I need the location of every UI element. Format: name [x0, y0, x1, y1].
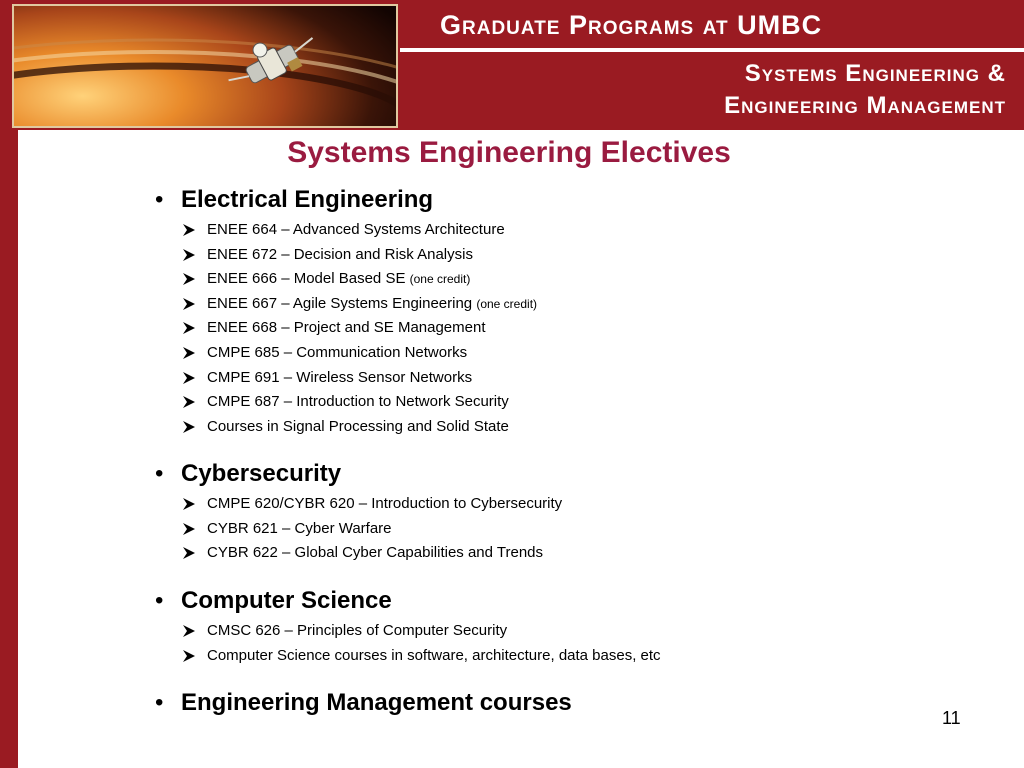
- list-item: [18, 416, 1018, 441]
- list-item-text: CYBR 622 – Global Cyber Capabilities and Trends: [207, 544, 544, 562]
- arrowhead-bullet-icon: [182, 546, 196, 560]
- list-item: [18, 268, 1018, 293]
- header-divider: [400, 48, 1024, 52]
- section-electrical-engineering: [18, 183, 1018, 440]
- section-label: Electrical Engineering: [181, 186, 434, 213]
- section-heading: [18, 584, 1018, 620]
- header-title: Graduate Programs at UMBC: [440, 10, 823, 40]
- header-banner: [0, 0, 1024, 130]
- section-heading: [18, 183, 1018, 219]
- section-cybersecurity: [18, 457, 1018, 567]
- list-item: [18, 219, 1018, 244]
- list-item: [18, 317, 1018, 342]
- list-item-text: ENEE 668 – Project and SE Management: [207, 319, 486, 337]
- arrowhead-bullet-icon: [182, 395, 196, 409]
- page-number: 11: [942, 708, 961, 728]
- section-computer-science: [18, 584, 1018, 669]
- list-item-text: ENEE 664 – Advanced Systems Architecture: [207, 221, 505, 238]
- list-item-text: Computer Science courses in software, architecture, data bases, etc: [207, 646, 661, 664]
- arrowhead-bullet-icon: [182, 497, 196, 511]
- list-item-text: CYBR 621 – Cyber Warfare: [207, 519, 392, 537]
- arrowhead-bullet-icon: [182, 248, 196, 262]
- list-item: [18, 620, 1018, 645]
- header-subtitle-line2: Engineering Management: [724, 92, 1006, 119]
- list-item: [18, 367, 1018, 392]
- list-item-text: CMPE 691 – Wireless Sensor Networks: [207, 368, 473, 386]
- arrowhead-bullet-icon: [182, 223, 196, 237]
- section-label: Computer Science: [181, 587, 392, 614]
- header-subtitle-line1: Systems Engineering &: [744, 60, 1006, 87]
- section-label: Cybersecurity: [181, 460, 342, 487]
- arrowhead-bullet-icon: [182, 297, 196, 311]
- list-item-text: CMPE 685 – Communication Networks: [207, 343, 468, 361]
- arrowhead-bullet-icon: [182, 522, 196, 536]
- arrowhead-bullet-icon: [182, 649, 196, 663]
- list-item-text: CMPE 620/CYBR 620 – Introduction to Cybersecurity: [207, 495, 563, 512]
- bullet-dot-icon: •: [155, 460, 164, 487]
- slide-title-text: Systems Engineering Electives: [287, 136, 731, 169]
- list-item: [18, 645, 1018, 670]
- section-heading: [18, 457, 1018, 493]
- list-item: [18, 493, 1018, 518]
- bullet-dot-icon: •: [155, 186, 164, 213]
- section-label: Engineering Management courses: [181, 689, 572, 716]
- bullet-dot-icon: •: [155, 587, 164, 614]
- saturn-spacecraft-image: [12, 4, 398, 128]
- list-item-text: ENEE 666 – Model Based SE: [207, 270, 406, 288]
- list-item-text: CMSC 626 – Principles of Computer Security: [207, 622, 508, 639]
- list-item: [18, 391, 1018, 416]
- arrowhead-bullet-icon: [182, 624, 196, 638]
- list-item-text: Courses in Signal Processing and Solid State: [207, 417, 509, 435]
- arrowhead-bullet-icon: [182, 272, 196, 286]
- arrowhead-bullet-icon: [182, 420, 196, 434]
- credit-note: (one credit): [409, 272, 471, 287]
- arrowhead-bullet-icon: [182, 371, 196, 385]
- list-item: [18, 342, 1018, 367]
- slide-content: [18, 130, 1024, 768]
- section-heading: [18, 686, 1018, 722]
- arrowhead-bullet-icon: [182, 346, 196, 360]
- credit-note: (one credit): [476, 296, 538, 311]
- slide-title: [18, 136, 1024, 170]
- list-item: [18, 293, 1018, 318]
- bullet-dot-icon: •: [155, 689, 164, 716]
- list-item-text: CMPE 687 – Introduction to Network Security: [207, 393, 509, 411]
- section-engineering-management: [18, 686, 1018, 722]
- list-item: [18, 542, 1018, 567]
- list-item-text: ENEE 667 – Agile Systems Engineering: [207, 294, 473, 312]
- list-item: [18, 518, 1018, 543]
- list-item: [18, 244, 1018, 269]
- arrowhead-bullet-icon: [182, 321, 196, 335]
- list-item-text: ENEE 672 – Decision and Risk Analysis: [207, 245, 473, 263]
